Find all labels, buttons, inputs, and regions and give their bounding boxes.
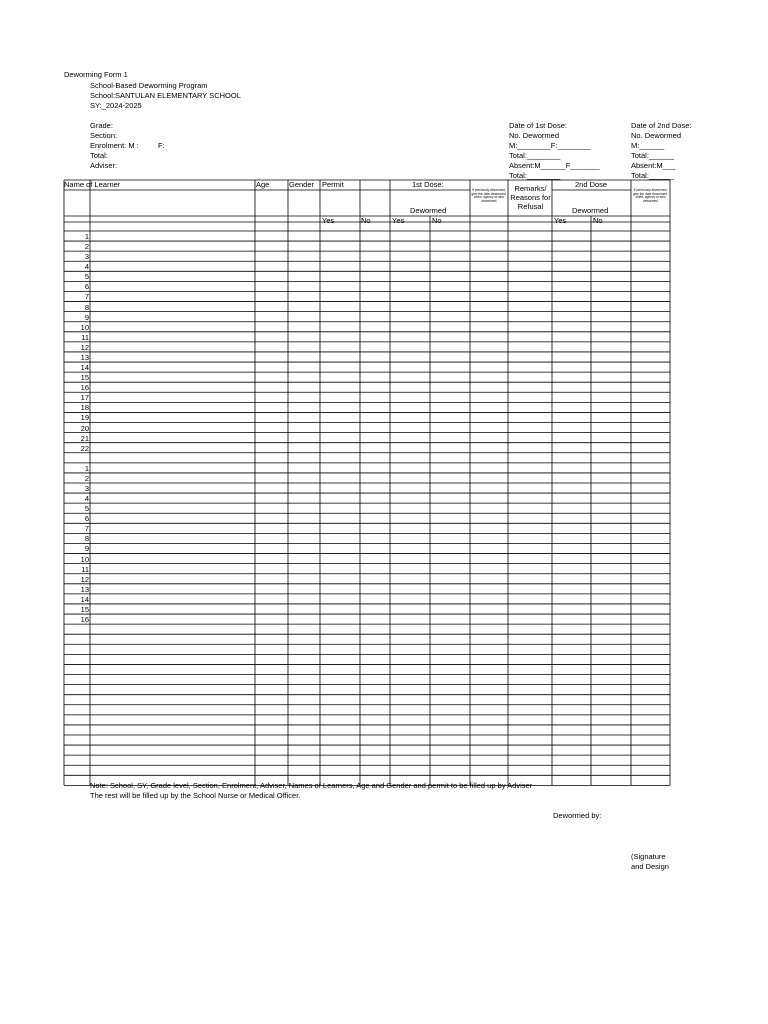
row-number: 11 [81, 564, 89, 574]
second-dose-total: Total:______ [631, 151, 674, 160]
row-number: 16 [80, 383, 89, 393]
row-number: 8 [84, 302, 89, 312]
row-number: 1 [84, 463, 89, 473]
first-dose-total-2: Total:________ [509, 171, 561, 180]
permit-yes: Yes [322, 216, 335, 225]
signature-label: (Signature [631, 852, 666, 861]
row-number: 13 [80, 352, 89, 362]
row-number: 17 [80, 393, 89, 403]
row-number: 9 [84, 544, 89, 554]
row-number: 20 [80, 423, 89, 433]
col-header-gender: Gender [289, 180, 315, 189]
first-dose-yes: Yes [392, 216, 405, 225]
first-dose-total: Total:________ [509, 151, 561, 160]
second-dose-absent: Absent:M___ [631, 161, 676, 170]
row-number: 14 [80, 363, 89, 373]
second-dose-no-dewormed: No. Dewormed [631, 131, 682, 140]
school-name: School:SANTULAN ELEMENTARY SCHOOL [90, 91, 241, 100]
row-number: 7 [84, 524, 89, 534]
previous-deworming-note-1: If previously dewormed, give the date dewormed, when, agency or who dewormed [471, 188, 507, 203]
row-number: 2 [84, 473, 89, 483]
first-dose-no: No [432, 216, 442, 225]
row-number: 12 [80, 342, 89, 352]
previous-deworming-note-2: If previously dewormed, give the date dewormed, when, agency or who dewormed [633, 188, 668, 203]
form-title: Deworming Form 1 [64, 70, 128, 79]
total-label: Total: [90, 151, 108, 160]
second-dose-date-label: Date of 2nd Dose: [631, 121, 692, 130]
row-number: 12 [80, 574, 89, 584]
row-number: 11 [81, 332, 89, 342]
remarks-header: Remarks/ Reasons for Refusal [510, 184, 551, 211]
first-dose-no-dewormed: No. Dewormed [509, 131, 560, 140]
first-dose-header: 1st Dose: [412, 180, 444, 189]
permit-no: No [361, 216, 371, 225]
enrolment-label: Enrolment: M : [90, 141, 139, 150]
second-dose-dewormed: Dewormed [572, 206, 609, 215]
row-number: 3 [84, 484, 89, 493]
row-number: 5 [84, 504, 89, 514]
school-year: SY:_2024-2025 [90, 101, 142, 110]
col-header-age: Age [256, 180, 270, 189]
row-number: 16 [80, 615, 89, 625]
row-number: 7 [84, 292, 89, 302]
row-number: 15 [80, 604, 89, 614]
row-number: 6 [84, 514, 89, 524]
row-number: 10 [80, 322, 89, 332]
grade-label: Grade: [90, 121, 113, 130]
row-number: 5 [84, 272, 89, 282]
row-number: 15 [80, 373, 89, 383]
row-number: 1 [84, 232, 89, 241]
adviser-label: Adviser: [90, 161, 118, 170]
row-number: 14 [80, 594, 89, 604]
first-dose-date-label: Date of 1st Dose: [509, 121, 567, 130]
first-dose-mf: M:________F:________ [509, 141, 591, 150]
row-number: 10 [80, 554, 89, 564]
row-number: 21 [80, 433, 89, 443]
second-dose-m: M:______ [631, 141, 665, 150]
row-number: 13 [80, 584, 89, 594]
row-number: 2 [84, 242, 89, 252]
row-number: 8 [84, 534, 89, 544]
first-dose-absent: Absent:M______F_______ [509, 161, 600, 170]
note-line-1: Note: School, SY, Grade level, Section, Enrolment, Adviser, Names of Learners, Age and Gender and permit to be filled up by Adviser [90, 781, 533, 790]
program-name: School-Based Deworming Program [90, 81, 208, 90]
note-line-2: The rest will be filled up by the School Nurse or Medical Officer. [90, 791, 301, 800]
section-label: Section: [90, 131, 118, 140]
row-number: 4 [84, 494, 89, 504]
first-dose-dewormed: Dewormed [410, 206, 447, 215]
col-header-name: Name of Learner [64, 180, 121, 189]
row-number: 18 [80, 403, 89, 413]
designation-label: and Design [631, 862, 669, 871]
second-dose-total-2: Total:______ [631, 171, 674, 180]
row-number: 4 [84, 262, 89, 272]
enrolment-female-label: F: [158, 141, 165, 150]
col-header-permit: Permit [322, 180, 344, 189]
second-dose-yes: Yes [554, 216, 567, 225]
row-number: 22 [80, 443, 89, 453]
dewormed-by-label: Dewormed by: [553, 811, 602, 820]
row-number: 9 [84, 312, 89, 322]
row-number: 3 [84, 252, 89, 262]
row-number: 6 [84, 282, 89, 292]
row-number: 19 [80, 413, 89, 423]
second-dose-no: No [593, 216, 603, 225]
second-dose-header: 2nd Dose [575, 180, 608, 189]
